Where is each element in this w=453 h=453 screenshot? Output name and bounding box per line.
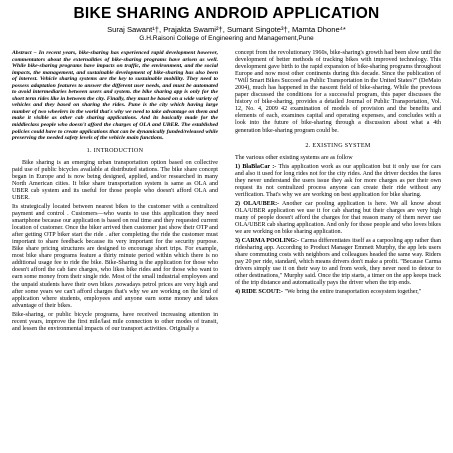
existing-system-intro: The various other existing systems are as follow <box>235 154 353 161</box>
existing-item-ride-scout <box>235 289 441 296</box>
intro-paragraph-2: Its strategically located between nearest bikes to the customer with a centralized payment and control . Customers—who wants to use this application they need smartphone because our application is based on real time and they requested current location of customer. Once the biker arrived then customer just show their OTP and after getting OTP biker start the ride . after completing the ride the customer must important to share feedback because its very important for the security purpose. Bike share pricing structures are designed to encourage short trips. For example, most bike share programs feature a thirty minute period within which there is no additional usage fee to ride the bike. Bike-Sharing is the application for those who doesn't afford the cab fare charges, who likes bike rides and for those who want to earn some money from their single ride. Most of the small industrial employees and the unpaid students have their own bikes ,nowadays petrol prices are very high and after some years we can't afford charges that's why we are working on the kind of application where students, employees and anyone earn some money and takes advantage of their bikes. <box>12 203 218 309</box>
left-column <box>12 50 218 335</box>
item-body-blablacar: This application work as our application but it only use for cars and also it used for long rides not for the city rides. And the driver decides the fares they never understand the users issue they ask for more charges as per their own request its not centralized process anyone can create their ride without any verification. That's why we are working on best application for bike sharing. <box>235 163 441 198</box>
section-heading-existing-system: 2. EXISTING SYSTEM <box>305 142 371 149</box>
item-body-carma: Carma differentiates itself as a carpooling app rather than ridesharing app. According to Product Manager Emmett Murphy, the app lets users share commuting costs with neighbors and colleagues headed the same way. Riders pay 20 per ride, standard, which means drivers don't make a profit. "Because Carma drivers simply use it on their way to and from work, they never need to detour to other destinations," Murphy said. Once the trip starts, a timer on the app keeps track of the trip distance and automatically pays the driver when the trip ends. <box>235 238 441 287</box>
item-body-ride-scout: "We bring the entire transportation ecosystem together," <box>284 289 422 296</box>
item-lead-ride-scout: 4) RIDE SCOUT:- <box>235 289 283 296</box>
abstract: Abstract – In recent years, bike-sharing has experienced rapid development however, commentators about the externalities of bike-sharing programs have arisen as well. While bike-sharing programs have impacts on traffic, the environment, and the social impacts, the management, and sustainable development of bike-sharing has also been of interest. Vehicle sharing systems are the key to sustainable mobility. They need to possess adaptation features to answer the different user needs, and must be automated to avoid intermediaries between users and system. the bike sharing app is only for the short term rides like in between the city. Finally, they must be based on a wide variety of vehicles and they based on sharing the rides. Pune is the city which having large number of two wheelers in the world that's why we need to take advantage on them and make it visible as other cab sharing applications. And its basically made for the middleclass people who doesn't afford the charges of OLA and UBER. The established policies could have to create applications that can be dynamically funded/released while preserving the needed safety levels of the vehicle main functions. <box>12 50 218 142</box>
existing-item-ola-uber <box>235 201 441 236</box>
intro-paragraph-3: Bike-sharing, or public bicycle programs, have received increasing attention in recent years, improve the first mile/last mile connection to other modes of transit, and lessen the environmental impacts of our transport activities. Originally a <box>12 311 218 332</box>
intro-continuation: concept from the revolutionary 1960s, bike-sharing's growth had been slow until the development of better methods of tracking bikes with improved technology. This development gave birth to the rapid expansion of bike-sharing programs throughout Europe and now most other continents during this decade. Since the publication of "Will Smart Bikes Succeed as Public Transportation in the United States?" (DeMaio 2004), much has happened in the nascent field of bike-sharing. While the previous paper discussed the conditions for a successful program, this paper discusses the history of bike-sharing, provides a detailed Journal of Public Transportation, Vol. 12, No. 4, 2009 42 examination of models of provision and the benefits and elements of each, examines capital and operating expenses, and concludes with a look into the future of bike-sharing through a discussion about what a 4th generation bike-sharing program could be. <box>235 50 441 134</box>
item-lead-carma: 3) CARMA POOLING:- <box>235 238 300 245</box>
intro-paragraph-1: Bike sharing is an emerging urban transportation option based on collective paid use of public bicycles available at distributed stations. The bike share concept began in Europe and is now being designed, applied, and/or researched in many North American cities. It bike share transportation system is same as OLA and UBER cab system and its useful for those people who doesn't afford OLA and UBER. <box>12 159 218 201</box>
existing-item-blablacar <box>235 164 441 199</box>
item-lead-ola-uber: 2) OLA/UBER:- <box>235 200 280 207</box>
paper-title: BIKE SHARING ANDROID APPLICATION <box>73 5 380 22</box>
right-column <box>235 50 441 299</box>
author-list: Suraj Sawant¹†, Prajakta Swami²†, Sumant Singote³†, Mamta Dhone⁴* <box>107 25 346 34</box>
affiliation: G.H.Raisoni College of Engineering and Management,Pune <box>139 35 314 42</box>
item-body-ola-uber: Another car pooling application is here. We all know about OLA/UBER application we use it for cab sharing but their charges are very high many of people doesn't afford the charges for that reason many of them never use OLA/UBER cab sharing application. And only for those people and who loves bikes we are working on bike sharing application. <box>235 200 441 236</box>
existing-item-carma <box>235 238 441 287</box>
item-lead-blablacar: 1) BlaBlaCar :- <box>235 163 277 170</box>
section-heading-introduction: 1. INTRODUCTION <box>86 147 144 154</box>
